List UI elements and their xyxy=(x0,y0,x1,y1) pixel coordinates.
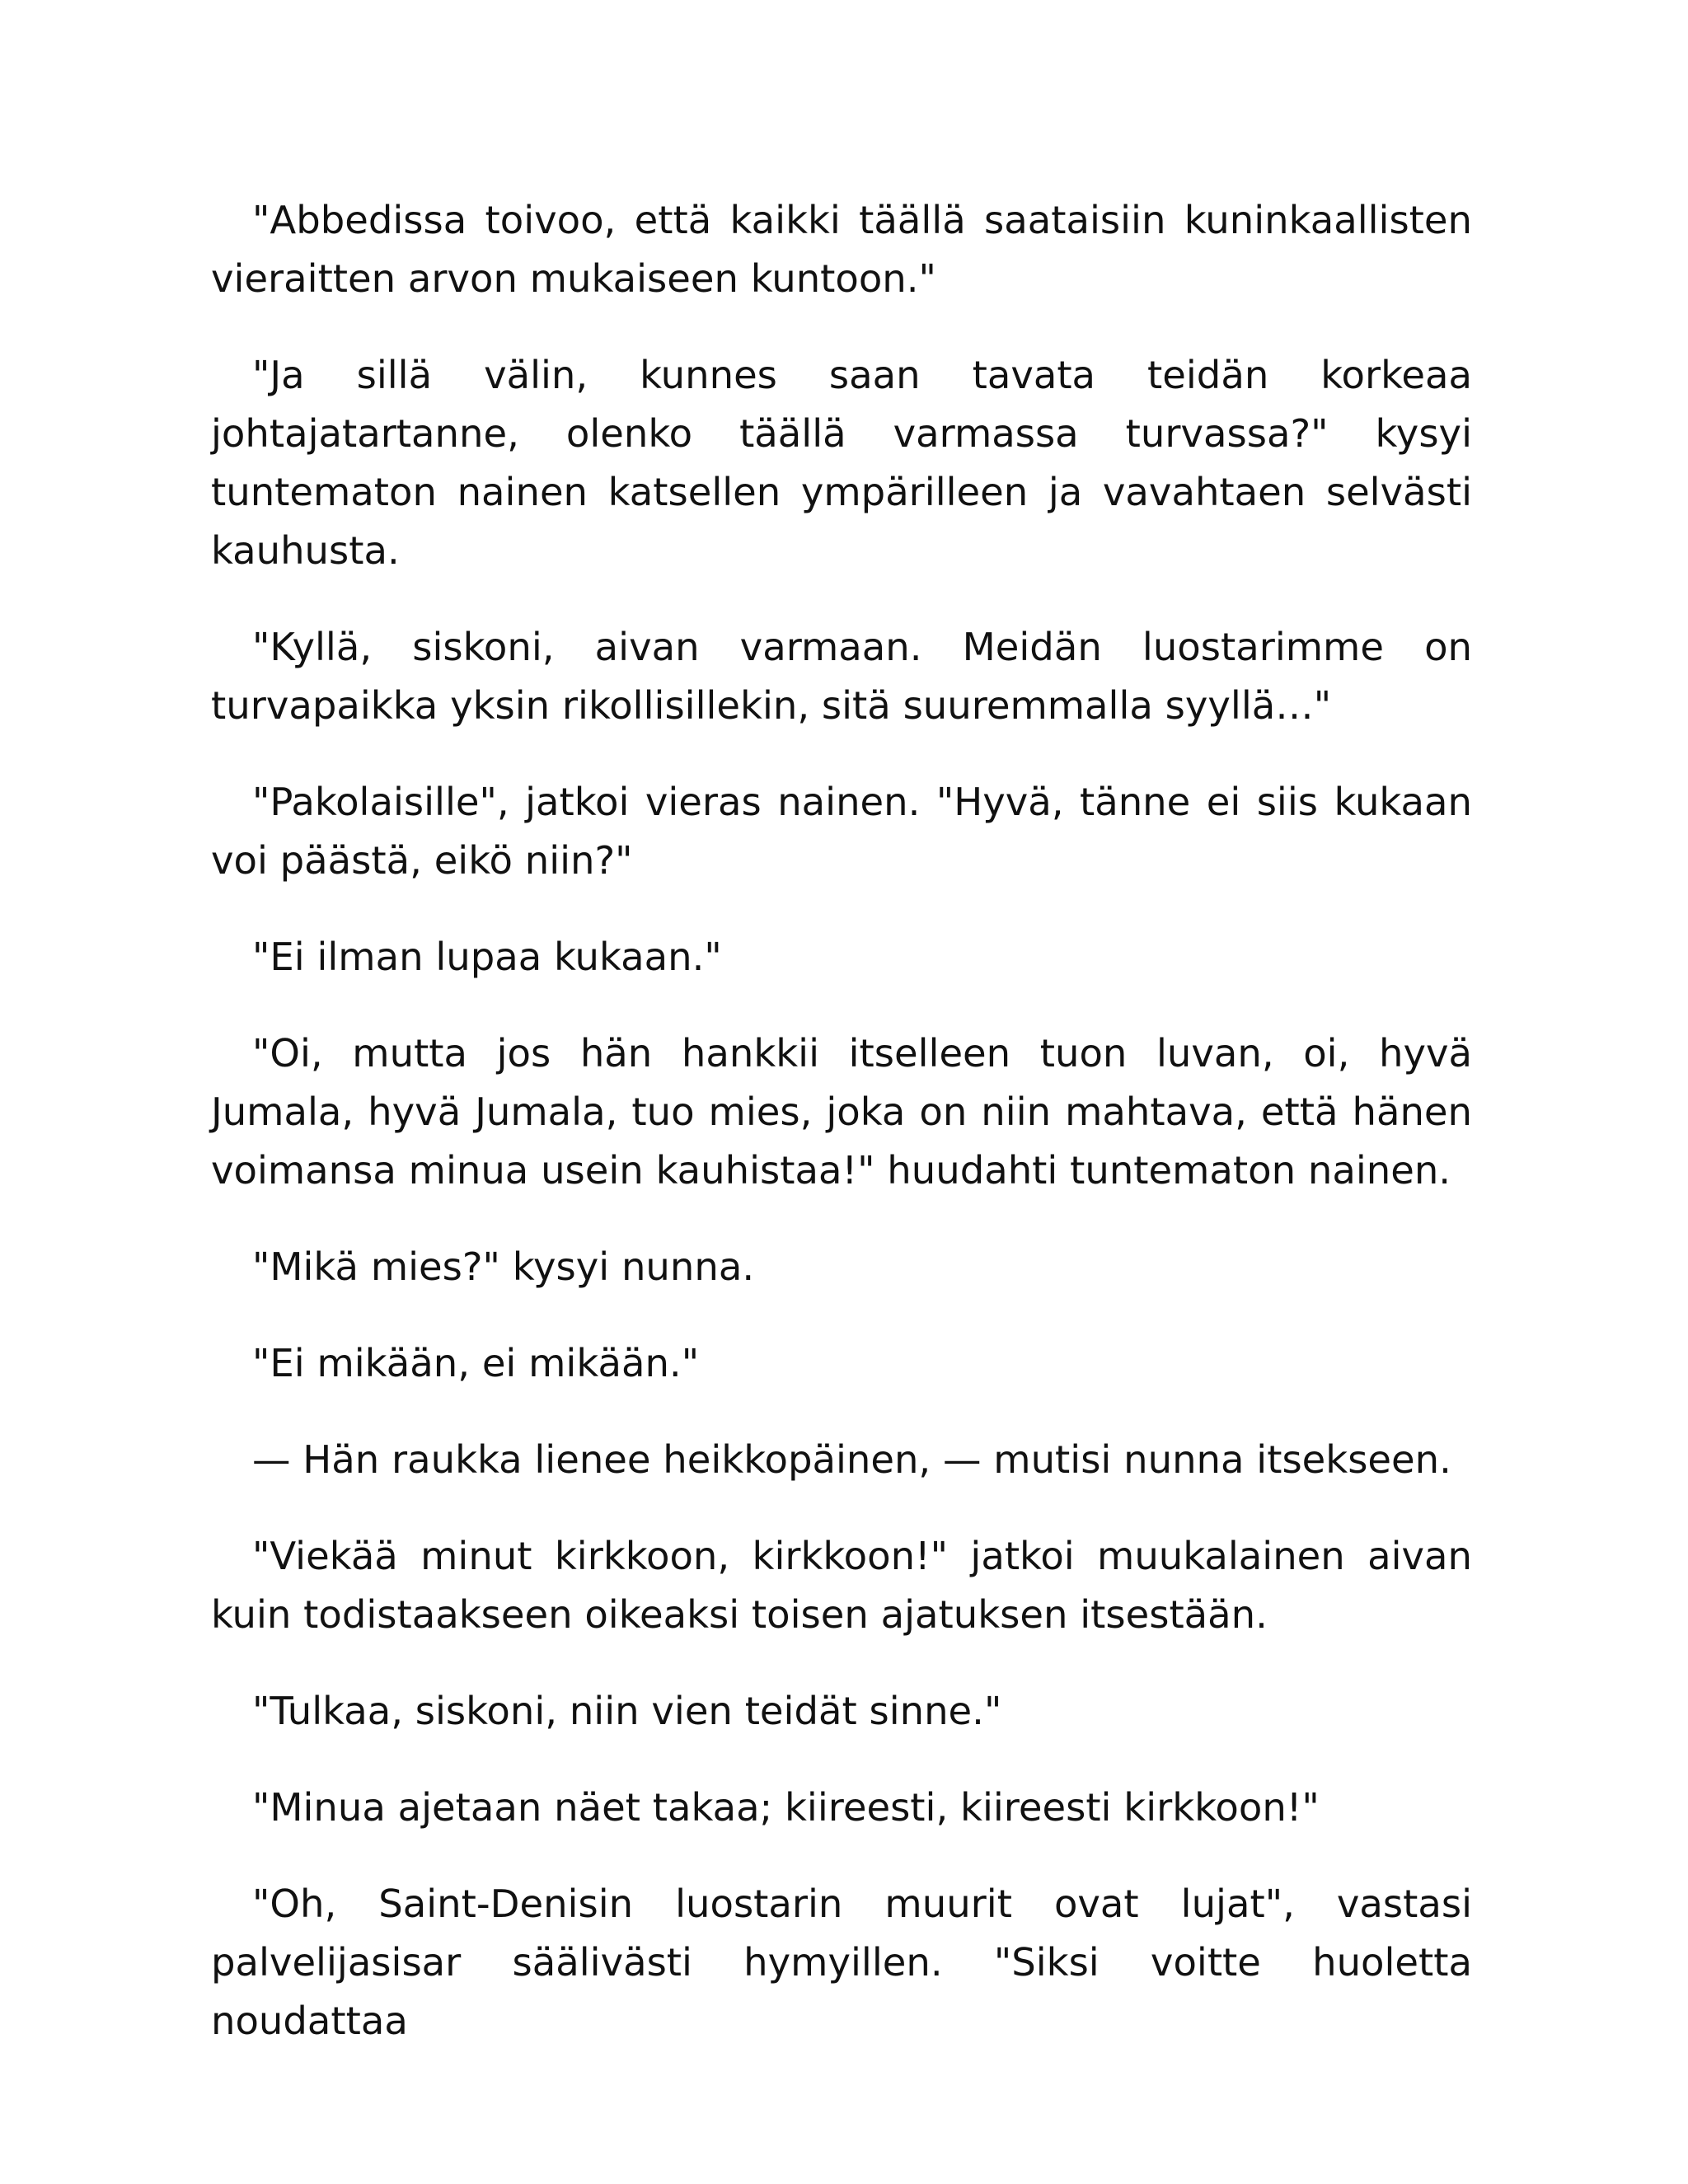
paragraph: "Kyllä, siskoni, aivan varmaan. Meidän luostarimme on turvapaikka yksin rikollisillekin, sitä suuremmalla syyllä…" xyxy=(211,625,1472,728)
paragraph: "Ei mikään, ei mikään." xyxy=(252,1341,700,1385)
paragraph: "Oh, Saint-Denisin luostarin muurit ovat lujat", vastasi palvelijasisar säälivästi hymyillen. "Siksi voitte huoletta noudattaa xyxy=(211,1882,1472,2043)
page-text xyxy=(211,191,1472,2088)
paragraph: "Abbedissa toivoo, että kaikki täällä saataisiin kuninkaallisten vieraitten arvon mukaiseen kuntoon." xyxy=(211,198,1472,301)
paragraph: "Viekää minut kirkkoon, kirkkoon!" jatkoi muukalainen aivan kuin todistaakseen oikeaksi toisen ajatuksen itsestään. xyxy=(211,1534,1472,1637)
paragraph: "Pakolaisille", jatkoi vieras nainen. "Hyvä, tänne ei siis kukaan voi päästä, eikö niin?" xyxy=(211,780,1472,883)
paragraph: "Tulkaa, siskoni, niin vien teidät sinne." xyxy=(252,1689,1002,1733)
paragraph: "Oi, mutta jos hän hankkii itselleen tuon luvan, oi, hyvä Jumala, hyvä Jumala, tuo mies, joka on niin mahtava, että hänen voimansa minua usein kauhistaa!" huudahti tuntematon nainen. xyxy=(211,1031,1472,1193)
paragraph: "Minua ajetaan näet takaa; kiireesti, kiireesti kirkkoon!" xyxy=(252,1785,1320,1830)
paragraph: — Hän raukka lienee heikkopäinen, — mutisi nunna itsekseen. xyxy=(252,1437,1451,1482)
paragraph: "Ei ilman lupaa kukaan." xyxy=(252,935,722,979)
paragraph: "Mikä mies?" kysyi nunna. xyxy=(252,1244,755,1289)
paragraph: "Ja sillä välin, kunnes saan tavata teidän korkeaa johtajatartanne, olenko täällä varmassa turvassa?" kysyi tuntematon nainen katsellen ympärilleen ja vavahtaen selvästi kauhusta. xyxy=(211,353,1472,573)
